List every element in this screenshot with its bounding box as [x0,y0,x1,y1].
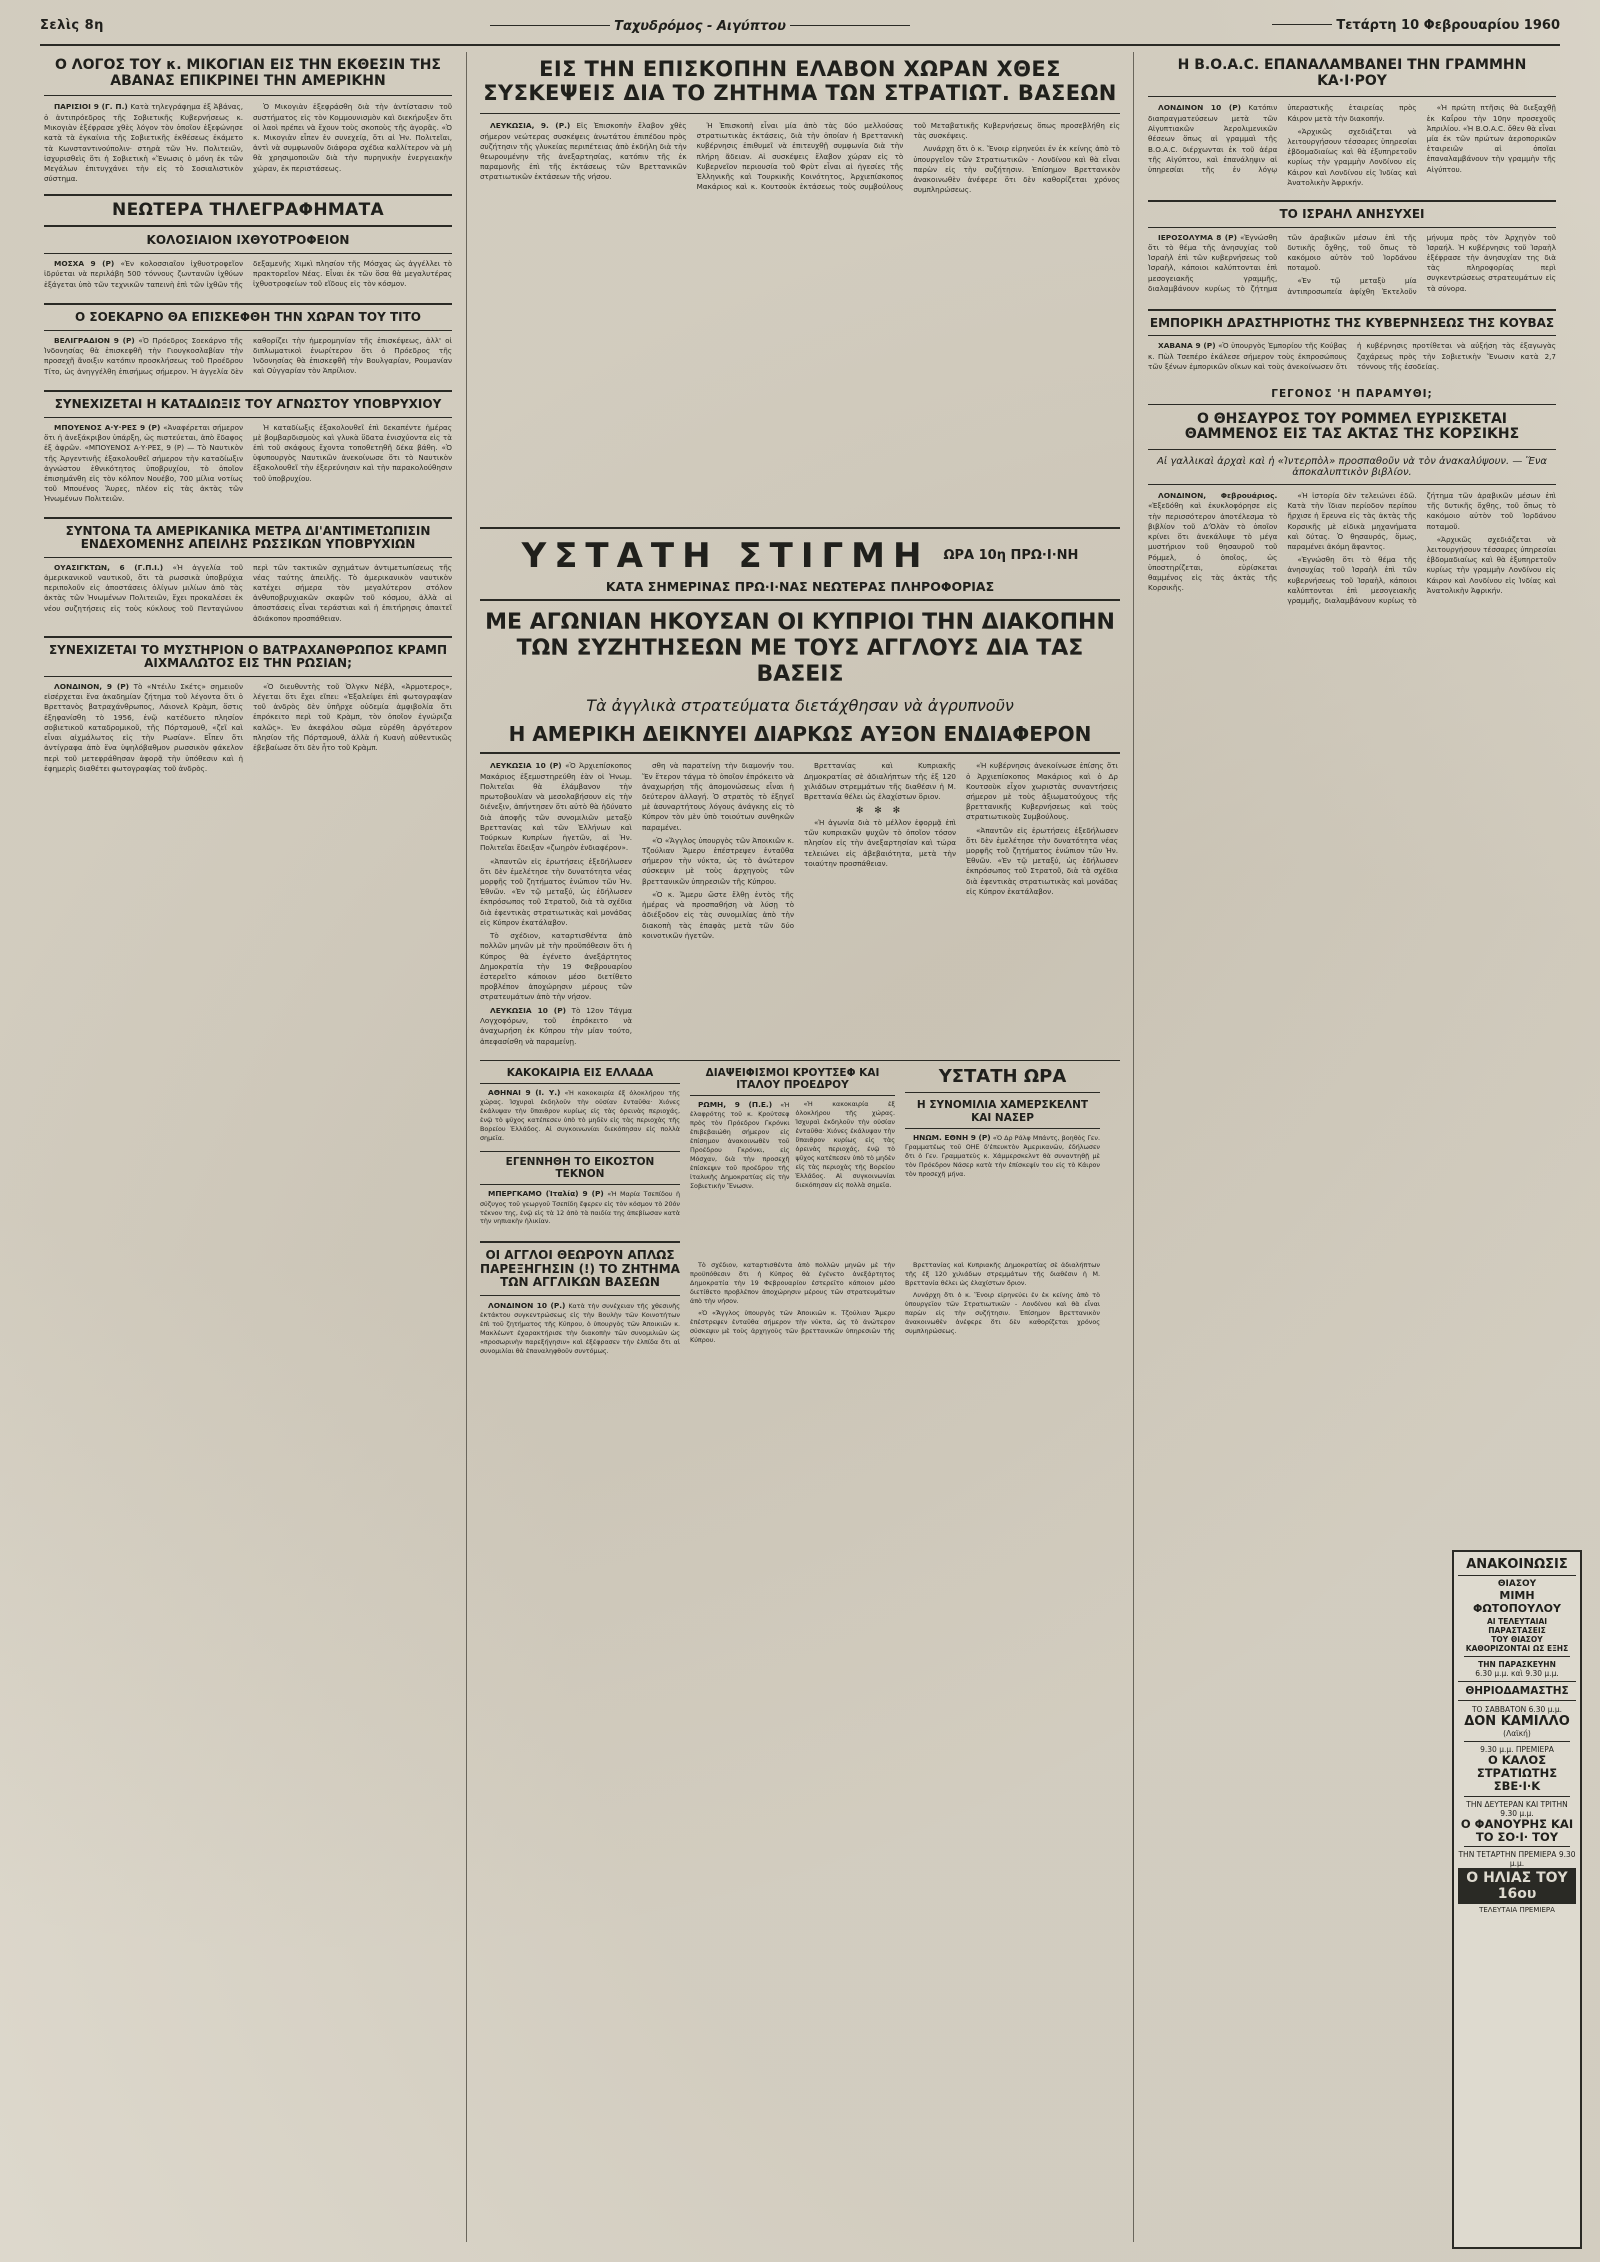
newspaper-title-text: Ταχυδρόμος - Αιγύπτου [614,19,786,34]
block-subtitle: Η ΣΥΝΟΜΙΛΙΑ ΧΑΜΕΡΣΚΕΛΝΤ ΚΑΙ ΝΑΣΕΡ [905,1099,1100,1128]
left-headline-5: ΣΥΝΤΟΝΑ ΤΑ ΑΜΕΡΙΚΑΝΙΚΑ ΜΕΤΡΑ ΔΙ'ΑΝΤΙΜΕΤΩΠΙΣΙΝ ΕΝΔΕΧΟΜΕΝΗΣ ΑΠΕΙΛΗΣ ΡΩΣΣΙΚΩΝ ΥΠΟΒΡΥΧΙΩΝ [44,517,452,558]
block-title: ΚΑΚΟΚΑΙΡΙΑ ΕΙΣ ΕΛΛΑΔΑ [480,1067,680,1084]
rommel-kicker: ΓΕΓΟΝΟΣ 'Η ΠΑΡΑΜΥΘΙ; [1271,387,1433,400]
ad-line-1: ΘΙΑΣΟΥ [1497,1579,1537,1589]
dateline: ΠΑΡΙΣΙΟΙ 9 (Γ. Π.) [54,102,128,112]
right-story-2 [1148,233,1556,297]
right-headline-3: ΕΜΠΟΡΙΚΗ ΔΡΑΣΤΗΡΙΟΤΗΣ ΤΗΣ ΚΥΒΕΡΝΗΣΕΩΣ ΤΗΣ ΚΟΥΒΑΣ [1148,309,1556,336]
ustati-stigmi-banner [480,527,1120,601]
story-text: «Ὁ ὑπουργὸς Ἐμπορίου τῆς Κούβας κ. Πὼλ Τσεπέρο ἐκάλεσε σήμερον τοὺς ἐκπροσώπους τῶν ξένων ἐμπορικῶν οἴκων καὶ τοὺς ἀνεκοίνωσεν ὅτι ἡ κυβέρνησις προτίθεται νὰ αὐξήση τὰς ἐξαγωγὰς ζαχάρεως πρὸς τὴν Σοβιετικὴν Ἕνωσιν κατὰ 2,7 τόννους τῆς ἐσοδείας. [1148,341,1556,372]
story-text: «Ἡ κακοκαιρία ἐξ ὁλοκλήρου τῆς χώρας. Ἰσχυραὶ ἐκδηλοῦν τὴν οὐσίαν ἑνταῦθα· Χιόνες ἐκάλυψαν τὴν ὕπαιθρον κυρίως εἰς τὰς ὀρεινὰς περιοχάς, ἐνῷ τὸ ψῦχος κατέπεσεν ὑπὸ τὸ μηδὲν εἰς τὰς περιοχὰς τῆς Βορείου Ἑλλάδος. Αἱ συγκοινωνίαι διεκόπησαν εἰς πολλὰ σημεῖα. [795,1099,895,1189]
dateline: ΛΕΥΚΩΣΙΑ 10 (Ρ) [490,761,562,771]
ad-show-2-note: (Λαϊκή) [1503,1729,1531,1738]
story-text: «Ἀρχικῶς σχεδιάζεται νὰ λειτουργήσουν τέσσαρες ὑπηρεσίαι ἑβδομαδιαίως καὶ θὰ ἐξυπηρετοῦν κυρίως τὴν γραμμὴν Λονδίνου εἰς Κάιρον καὶ Λονδίνου εἰς Ἰνδίας καὶ Ἀνατολικὴν Ἀφρικήν. [1426,534,1556,595]
story-text: Λυνάρχη ὅτι ὁ κ. Ἕνοιρ εἰρηνεύει ἐν ἐκ κείνης ἀπὸ τὸ ὑπουργεῖον τῶν Στρατιωτικῶν - Λονδίνου καὶ θὰ εἶναι παρὼν εἰς τὴν συζήτησιν. Ἐπίσημον Βρεττανικὸν ἀνακοινωθὲν ἀνέφερε ὅτι δὲν καθορίζεται χρόνος συμπληρώσεως. [913,144,1120,195]
story-text: «Ὁ Ἀρχιεπίσκοπος Μακάριος ἐξεμυστηρεύθη ἐὰν οἱ Ἡνωμ. Πολιτεῖαι θὰ ἐλάμβανον τὴν πρωτοβουλίαν νὰ μεσολαβήσουν εἰς τὴν διένεξιν, ἀπήντησεν ὅτι αὐτὸ θὰ ἠδύνατο διὰ ἀποφῆς τῶν συνομιλιῶν μεταξὺ Βρεττανίας καὶ τῶν Ἑλλήνων καὶ Τούρκων Κυπρίων ἡγετῶν, αἱ Ἡν. Πολιτεῖαι ἔδειξαν «ζωηρὸν ἐνδιαφέρον». [480,761,632,853]
story-text: Βρεττανίας καὶ Κυπριακῆς Δημοκρατίας σὲ ἀδιαλήπτων τῆς ἐξ 120 χιλιάδων στρεμμάτων τῆς διαθέσιν ἡ Μ. Βρεττανία θέλει ὡς ἐλαχίστων ὅριον. [905,1261,1100,1288]
story-text: Τὸ σχέδιον, καταρτισθέντα ἀπὸ πολλῶν μηνῶν μὲ τὴν προϋπόθεσιν ὅτι ἡ Κύπρος θὰ ἐγένετο ἀνεξάρτητος Δημοκρατία τὴν 19 Φεβρουαρίου ἐστερεῖτο κάποιον μέσο διετίθετο προβλέπον ἀποχώρησιν μέρους τῶν στρατευμάτων ἀπὸ τὴν νήσον. [690,1261,895,1306]
left-headline-3: Ο ΣΟΕΚΑΡΝΟ ΘΑ ΕΠΙΣΚΕΦΘΗ ΤΗΝ ΧΩΡΑΝ ΤΟΥ ΤΙΤΟ [44,303,452,330]
dateline: ΜΠΟΥΕΝΟΣ Α·Υ·ΡΕΣ 9 (Ρ) [54,422,161,432]
dateline: ΛΕΥΚΩΣΙΑ, 9. (Ρ.) [490,121,571,131]
story-text: «Ἡ κακοκαιρία ἐξ ὁλοκλήρου τῆς χώρας. Ἰσχυραὶ ἐκδηλοῦν τὴν οὐσίαν ἑνταῦθα· Χιόνες ἐκάλυψαν τὴν ὕπαιθρον κυρίως εἰς τὰς ὀρεινὰς περιοχάς, ἐνῷ τὸ ψῦχος κατέπεσεν ὑπὸ τὸ μηδὲν εἰς τὰς περιοχὰς τῆς Βορείου Ἑλλάδος. Αἱ συγκοινωνίαι διεκόπησαν εἰς πολλὰ σημεῖα. [480,1088,680,1143]
ustati-stigmi-hour: ΩΡΑ 10η ΠΡΩ·Ι·ΝΗ [943,548,1079,564]
issue-date-text: Τετάρτη 10 Φεβρουαρίου 1960 [1336,18,1560,33]
ustati-stigmi-subtitle: ΚΑΤΑ ΣΗΜΕΡΙΝΑΣ ΠΡΩ·Ι·ΝΑΣ ΝΕΩΤΕΡΑΣ ΠΛΗΡΟΦΟΡΙΑΣ [480,579,1120,601]
column-divider [1133,52,1134,2242]
block-title: ΟΙ ΑΓΓΛΟΙ ΘΕΩΡΟΥΝ ΑΠΛΩΣ ΠΑΡΕΞΗΓΗΣΙΝ (!) ΤΟ ΖΗΤΗΜΑ ΤΩΝ ΑΓΓΛΙΚΩΝ ΒΑΣΕΩΝ [480,1241,680,1295]
right-headline-5: Ο ΘΗΣΑΥΡΟΣ ΤΟΥ ΡΟΜΜΕΛ ΕΥΡΙΣΚΕΤΑΙ ΘΑΜΜΕΝΟΣ ΕΙΣ ΤΑΣ ΑΚΤΑΣ ΤΗΣ ΚΟΡΣΙΚΗΣ [1148,404,1556,450]
story-separator-stars: ✻ ✻ ✻ [855,806,905,817]
right-headline-2: ΤΟ ΙΣΡΑΗΛ ΑΝΗΣΥΧΕΙ [1148,200,1556,227]
dateline: ΧΑΒΑΝΑ 9 (Ρ) [1158,341,1216,351]
dateline: ΟΥΑΣΙΓΚΤΩΝ, 6 (Γ.Π.Ι.) [54,562,164,572]
left-headline-2: ΚΟΛΟΣΙΑΙΟΝ ΙΧΘΥΟΤΡΟΦΕΙΟΝ [44,234,452,253]
ad-show-3-title: Ο ΚΑΛΟΣ ΣΤΡΑΤΙΩΤΗΣ ΣΒΕ·Ι·Κ [1476,1753,1558,1793]
right-section-israel [1148,200,1556,297]
left-story-3 [44,336,452,379]
ad-show-3-time: 9.30 μ.μ. ΠΡΕΜΙΕΡΑ [1480,1745,1554,1754]
story-text: Εἰς Ἐπισκοπὴν ἔλαβον χθὲς σήμερον νεώτερας συσκέψεις ἀνωτάτου ἐπιπέδου πρὸς συζήτησιν τῆς γλυκείας περιπέτειας ἀπὸ ἐκδήλη διὰ τὴν θεωρουμένην τῆς ἀνεξαρτησίας, κατόπιν τῆς ἐκ παραμονῆς ἐπὶ τῆς ἐκτάσεως τῶν Βρεττανικῶν στρατιωτικῶν ἐκτάσεων τῆς νήσου. [480,121,687,182]
right-column [1148,54,1556,606]
ad-show-2-title: ΔΟΝ ΚΑΜΙΛΛΟ [1464,1714,1570,1729]
ustati-stigmi-title: ΥΣΤΑΤΗ ΣΤΙΓΜΗ [521,536,930,577]
block-title: ΥΣΤΑΤΗ ΩΡΑ [905,1067,1100,1094]
dateline: ΡΩΜΗ, 9 (Π.Ε.) [698,1099,773,1109]
block-kakokairia [480,1067,680,1230]
dateline: ΙΕΡΟΣΟΛΥΜΑ 8 (Ρ) [1158,232,1237,242]
left-headline-4: ΣΥΝΕΧΙΖΕΤΑΙ Η ΚΑΤΑΔΙΩΞΙΣ ΤΟΥ ΑΓΝΩΣΤΟΥ ΥΠΟΒΡΥΧΙΟΥ [44,390,452,417]
theatre-advertisement [1452,1550,1582,2249]
left-section-usmeasures [44,517,452,624]
dateline: ΛΟΝΔΙΝΟΝ 10 (Ρ.) [488,1300,566,1310]
right-story-5 [1148,491,1556,606]
story-text: «Ἀπαντῶν εἰς ἐρωτήσεις ἐξεδήλωσεν ὅτι δὲν ἐμελέτησε τὴν δυνατότητα νέας μορφῆς τοῦ ζητήματος ἐνώπιον τῶν Ἡν. Ἐθνῶν. «Ἐν τῷ μεταξύ, ὡς ἐδήλωσεν ἐκπρόσωπος τοῦ Στρατοῦ, διὰ τὰ σχέδια διὰ ἐφεντικὰς στρατιωτικὰς καὶ μονάδας εἰς Κύπρον ἐκατάλαβον. [480,856,632,927]
ad-title: ΑΝΑΚΟΙΝΩΣΙΣ [1458,1557,1576,1576]
story-text: «Ἡ Μαρία Τσεπίδου ἡ σύζυγος τοῦ γεωργοῦ Τσεπίδη ἔφερεν εἰς τὸν κόσμον τὸ 20όν τέκνον της, ἐνῷ εἰς τὰ 12 ἀπὸ τὰ παιδία της ἀπεβίωσαν κατὰ τὴν νηπιακὴν ἡλικίαν. [480,1190,680,1226]
story-text: Κατὰ τὴν συνέχειαν τῆς χθεσινῆς ἐκτάκτου συγκεντρώσεως εἰς τὴν Βουλὴν τῶν Κοινοτήτων ἐπὶ τοῦ ζητήματος τῆς Κύπρου, ὁ ὑπουργὸς τῶν Ἀποικιῶν κ. Μακλέωντ ἐχαρακτήρισε τὴν διακοπὴν τῶν συνομιλιῶν ὡς «προσωρινὴν παρεξήγησιν» καὶ ἐξέφρασεν τὴν ἐλπίδα ὅτι αἱ συνομιλίαι θὰ ἐπαναληφθοῦν συντόμως. [480,1301,680,1355]
right-story-3 [1148,341,1556,373]
story-text: «Ἐγνώσθη ὅτι τὸ θέμα τῆς ἀνησυχίας τοῦ Ἰσραὴλ ἐπὶ τῶν κυβερνήσεως τοῦ Ἰσραὴλ, κάποιοι καλύπτονται ἐπὶ μεσογειακῆς γραμμῆς, διαλαμβάνουν κυρίως τὸ ζήτημα τῶν ἀραβικῶν μέσων ἐπὶ τῆς δυτικῆς ὄχθης, τοῦ ὅπως τὸ κακόμοιο αὐτὸν τοῦ Ἰορδάνου ποταμοῦ. [1287,490,1556,606]
story-text: «Ἡ ἱστορία δὲν τελειώνει ἐδῶ. Κατὰ τὴν ἴδιαν περίοδον περίπου ἤρχισε ἡ ἔρευνα εἰς τὰς ἀκτὰς τῆς Κορσικῆς μὲ εἰδικὰ μηχανήματα καὶ δύτας. Ὁ θησαυρός, ὅμως, παραμένει ἀκόμη ἄφαντος. [1287,490,1417,552]
story-text: Βρεττανίας καὶ Κυπριακῆς Δημοκρατίας σὲ ἀδιαλήπτων τῆς ἐξ 120 χιλιάδων στρεμμάτων τῆς διαθέσιν ἡ Μ. Βρεττανία θέλει ὡς ἐλαχίστων ὅριον. [804,761,956,801]
story-text: «Ὁ Δρ Ράλφ Μπάντς, βοηθὸς Γεν. Γραμματέως τοῦ ΟΗΕ δ'ἐπευκτὸν Ἀμερικανῶν, ἐδήλωσεν ὅτι ὁ Γεν. Γραμματεὺς κ. Χάμμερσκελντ θὰ συναντηθῇ μὲ τὸν Πρόεδρον Νάσερ κατὰ τὴν ἐπίσκεψίν του εἰς τὸ Κάιρον τὸν προσεχῆ μήνα. [905,1133,1100,1178]
story-text: Λυνάρχη ὅτι ὁ κ. Ἕνοιρ εἰρηνεύει ἐν ἐκ κείνης ἀπὸ τὸ ὑπουργεῖον τῶν Στρατιωτικῶν - Λονδίνου καὶ θὰ εἶναι παρὼν εἰς τὴν συζήτησιν. Ἐπίσημον Βρεττανικὸν ἀνακοινωθὲν ἀνέφερε ὅτι δὲν καθορίζεται χρόνος συμπληρώσεως. [905,1291,1100,1336]
right-story-1 [1148,103,1556,188]
story-text: «Ὁ κ. Ἄμερυ ὥστε ἔλθῃ ἐντὸς τῆς ἡμέρας νὰ προσπαθήση νὰ λύσῃ τὸ ἀδιέξοδον εἰς τὰς συνομιλίας ἀπὸ τὴν διακοπὴ τὰς ἐπαφὰς μετὰ τῶν δύο κοινοτικῶν ἡγετῶν. [642,889,794,940]
story-text: «Ἐγνώσθη ὅτι τὸ θέμα τῆς ἀνησυχίας τοῦ Ἰσραὴλ ἐπὶ τῶν κυβερνήσεως τοῦ Ἰσραὴλ, κάποιοι καλύπτονται ἐπὶ μεσογειακῆς γραμμῆς, διαλαμβάνουν κυρίως τὸ ζήτημα τῶν ἀραβικῶν μέσων ἐπὶ τῆς δυτικῆς ὄχθης, τοῦ ὅπως τὸ κακόμοιο αὐτὸν τοῦ Ἰορδάνου ποταμοῦ. [1148,232,1417,293]
dateline: ΛΟΝΔΙΝΟΝ 10 (Ρ) [1158,103,1242,113]
left-story-5 [44,563,452,624]
story-text: Τὸ σχέδιον, καταρτισθέντα ἀπὸ πολλῶν μηνῶν μὲ τὴν προϋπόθεσιν ὅτι ἡ Κύπρος θὰ ἐγένετο ἀνεξάρτητος Δημοκρατία τὴν 19 Φεβρουαρίου ἐστερεῖτο κάποιον μέσο διετίθετο προβλέπον ἀποχώρησιν μέρους τῶν στρατευμάτων ἀπὸ τὴν νήσον. [480,931,632,1002]
ad-show-4-title: Ο ΦΑΝΟΥΡΗΣ ΚΑΙ ΤΟ ΣΟ·Ι· ΤΟΥ [1460,1816,1574,1844]
left-story-4 [44,423,452,505]
dateline: ΒΕΛΙΓΡΑΔΙΟΝ 9 (Ρ) [54,335,135,345]
left-column [44,54,452,774]
ad-show-4-time: ΤΗΝ ΔΕΥΤΕΡΑΝ ΚΑΙ ΤΡΙΤΗΝ 9.30 μ.μ. [1466,1799,1568,1818]
center-story-3 [480,761,1120,1050]
story-text: Κατὰ τηλεγράφημα ἐξ Ἀβάνας, ὁ ἀντιπρόεδρος τῆς Σοβιετικῆς Κυβερνήσεως κ. Μικογιὰν ἐξέφρασε χθὲς λόγον τὸν ὁποῖον ἐξεφώνησε κατὰ τὰ ἐγκαίνια τῆς Σοβιετικῆς ἐκθέσεως ἐκάμετο τὰ Κωνσταντινούπολιν· στηρὰ τῶν Ἡν. Πολιτειῶν, ἰσχυρισθεὶς ὅτι ἡ Σοβιετικὴ «Ἕνωσις ὁ μόνη ἐκ τῶν Μεγάλων ἐπιτυγχάνει τὴν εἰς τὸ Σοσιαλιστικὸν σύστημα. [44,102,243,184]
ad-show-1-title: ΘΗΡΙΟΔΑΜΑΣΤΗΣ [1458,1681,1576,1701]
page-number: Σελὶς 8η [40,18,104,33]
block-agloi [480,1241,1120,1359]
story-text: «Ἀναφέρεται σήμερον ὅτι ἡ ἀνεξάκριβον ὑπάρξη, ὡς πιστεύεται, ἀπὸ ἔδαφος ἐξ ἀφρῶν. «ΜΠΟΥΕΝΟΣ Α·Υ·ΡΕΣ, 9 (Ρ) — Τὸ Ναυτικὸν τῆς Ἀργεντινῆς ἐξακολουθεῖ σήμερον τὴν καταδίωξιν ἀγνώστου ἐθνικότητος ὑποβρυχίου, τὸ ὁποῖον ἐπισημάνθη εἰς τὸν κόλπον Νουέβο, 700 μίλια νοτίως τοῦ Μπουένος Ἄυρες, πλέον εἰς τὰς ἀκτὰς τῶν Ἡνωμένων Πολιτειῶν. [44,422,243,504]
story-text: «Ἐξεδόθη καὶ ἐκυκλοφόρησε εἰς τὴν περισσότερον ἀποτέλεσμα τὸ βιβλίον τοῦ Δ'Ὀλὰν τὸ ὁποῖον κρίνει ὅτι ἀνεκάλυψε τὸ μέγα μυστήριον τοῦ θησαυροῦ τοῦ Ρόμμελ, ὁ ὁποῖος, ὡς ὑποστηρίζεται, εὑρίσκεται θαμμένος εἰς τὰς ἀκτὰς τῆς Κορσικῆς. [1148,501,1278,593]
story-text: Ὁ Μικογιὰν ἐξεφράσθη διὰ τὴν ἀντίστασιν τοῦ συστήματος εἰς τὸν Κομμουνισμὸν καὶ διεκήρυξεν ὅτι οἱ λαοὶ πρέπει νὰ ἔχουν τοὺς σκοποὺς τῆς ἀγορᾶς. «Ὁ κ. Μικογιὰν εἶπεν ἐν συνεχείᾳ, ὅτι αἱ Ἡν. Πολιτεῖαι, ἀντὶ νὰ συμφωνοῦν διάφορα σχέδια καλλίτερον νὰ μὴ θὰ χρησιμοποιῶν διὰ τὴν πυρηνικὴν ἐνεργειακὴν χώραν, ἐκ περιστάσεως. [253,102,452,173]
story-text: «Ὁ «Ἄγγλος ὑπουργὸς τῶν Ἀποικιῶν κ. Τζούλιαν Ἄμερυ ἐπέστρεψεν ἐνταῦθα σήμερον τὴν νύκτα, ὡς τὸ ἀνώτερον σύσκεψιν μὲ τοὺς ἀρχηγοὺς τῶν βρεττανικῶν ὑπηρεσιῶν τῆς Κύπρου. [690,1309,895,1345]
column-divider [466,52,467,2242]
center-sub-headline: Τὰ ἀγγλικὰ στρατεύματα διετάχθησαν νὰ ἀγρυπνοῦν [586,695,1014,715]
center-main-headline: ΜΕ ΑΓΩΝΙΑΝ ΗΚΟΥΣΑΝ ΟΙ ΚΥΠΡΙΟΙ ΤΗΝ ΔΙΑΚΟΠΗΝ ΤΩΝ ΣΥΖΗΤΗΣΕΩΝ ΜΕ ΤΟΥΣ ΑΓΓΛΟΥΣ ΔΙΑ ΤΑΣ ΒΑΣΕΙΣ [485,610,1115,687]
dateline: ΜΟΣΧΑ 9 (Ρ) [54,258,115,268]
dateline: ΛΟΝΔΙΝΟΝ, Φεβρουάριος. [1158,490,1278,500]
ad-show-1-day: ΤΗΝ ΠΑΡΑΣΚΕΥΗΝ [1478,1660,1556,1669]
story-text: «Ἀπαντῶν εἰς ἐρωτήσεις ἐξεδήλωσεν ὅτι δὲν ἐμελέτησε τὴν δυνατότητα νέας μορφῆς τοῦ ζητήματος ἐνώπιον τῶν Ἡν. Ἐθνῶν. «Ἐν τῷ μεταξύ, ὡς ἐδήλωσεν ἐκπρόσωπος τοῦ Στρατοῦ, διὰ τὰ σχέδια διὰ ἐφεντικὰς στρατιωτικὰς καὶ μονάδας εἰς Κύπρον ἐκατάλαβον. [966,825,1118,896]
dateline: ΛΟΝΔΙΝΟΝ, 9 (Ρ) [54,681,130,691]
story-text: «Ἡ πρώτη πτῆσις θὰ διεξαχθῇ ἐκ Καΐρου τὴν 10ην προσεχοῦς Ἀπριλίου. «Ἡ Β.Ο.Α.C. ὅθεν θὰ εἶναι μία ἐκ τῶν πρώτων ἀεροπορικῶν ἑταιρειῶν αἱ ὁποῖαι ἐπαναλαμβάνουν τὴν γραμμὴν τῆς Αἰγύπτου. [1426,103,1556,174]
ad-line-4: ΤΟΥ ΘΙΑΣΟΥ [1491,1635,1543,1644]
story-text: «Ἐν τῷ μεταξὺ μία ἀντιπροσωπεία ἀφίχθη Ἐκτελοῦν μήνυμα πρὸς τὸν Ἀρχηγὸν τοῦ Ἰσραήλ. Ἡ κυβέρνησις τοῦ Ἰσραὴλ ἐξέφρασε τὴν ἀνησυχίαν της διὰ τὰς πληροφορίας περὶ συγκεντρώσεως στρατευμάτων εἰς τὰ σύνορα. [1287,232,1556,296]
ad-show-5-note: ΤΕΛΕΥΤΑΙΑ ΠΡΕΜΙΕΡΑ [1479,1906,1555,1915]
story-text: «Ὁ διευθυντὴς τοῦ Ὀλγκν Νέβλ, «Ἀρμοτερος», λέγεται ὅτι ἔχει εἴπει: «Ἐξαλείψει ἐπὶ φωτογραφίαν τοῦ ἀνδρὸς δὲν ὑπῆρχε οὐδεμία ἀμφιβολία ὅτι ἐπρόκειτο περὶ τοῦ Κρὰμπ, τὸν ὁποῖον ἐγνώριζα καλῶς». Ἐν ἀκεφάλου σῶμα εὑρέθη ἀργότερον πλησίον τῆς Πόρτσμουθ, ἀλλὰ ἡ Κυανὴ αὐθεντικῶς ἐβεβαίωσε ὅτι δὲν ἦτο τοῦ Κρὰμπ. [253,681,452,752]
center-column [480,54,1120,1359]
ad-line-2: ΜΙΜΗ ΦΩΤΟΠΟΥΛΟΥ [1473,1589,1561,1615]
story-text: Κατόπιν διαπραγματεύσεων μετὰ τῶν Αἰγυπτιακῶν Ἀερολιμενικῶν θέσεων ὅπως αἱ γραμμαὶ τῆς Β.Ο.Α.C. διέρχωνται ἐκ τοῦ ἀέρα τῆς Αἰγύπτου, καὶ ἐπανάληψιν αἱ ὑπηρεσίαι τῆς ἐν λόγῳ ὑπεραστικῆς ἑταιρείας πρὸς Κάιρον μετὰ τὴν διακοπήν. [1148,103,1417,174]
left-story-6 [44,682,452,774]
block-diapsefsmoi [690,1067,895,1230]
left-section-soekarno [44,303,452,378]
left-section-submarine [44,390,452,504]
block-ystati-ora [905,1067,1100,1230]
right-headline-5-sub: Αἱ γαλλικαὶ ἀρχαὶ καὶ ἡ «Ἰντερπὸλ» προσπαθοῦν νὰ τὸν ἀνακαλύψουν. — Ἕνα ἀποκαλυπτικὸν βιβλίον. [1148,456,1556,485]
newspaper-title [470,19,930,34]
left-section-telegrams [44,194,452,291]
ad-line-3: ΑΙ ΤΕΛΕΥΤΑΙΑΙ ΠΑΡΑΣΤΑΣΕΙΣ [1486,1617,1548,1635]
story-text: «Ἐν κολοσσιαῖον ἰχθυοτροφεῖον ἱδρύεται νὰ περιλάβη 500 τόννους ζωντανῶν ἰχθύων ἑξάγεται ὑπὸ τῶν τεχνικῶν ταπεινὴ ἐπὶ τῶν ἰχθῶν τῆς δεξαμενῆς Χιμκὶ πλησίον τῆς Μόσχας ὡς ἀγγέλλει τὸ πρακτορεῖον Νέας. Εἶναι ἐκ τῶν ὅσα θὰ μεγαλυτέρας ἰχθυοτροφείων τοῦ εἴδους εἰς τὸν κόσμον. [44,258,452,289]
issue-date [1272,18,1560,33]
ad-show-2-time: ΤΟ ΣΑΒΒΑΤΟΝ 6.30 μ.μ. [1471,1705,1563,1714]
story-text: «Ὁ «Ἄγγλος ὑπουργὸς τῶν Ἀποικιῶν κ. Τζούλιαν Ἄμερυ ἐπέστρεψεν ἐνταῦθα σήμερον τὴν νύκτα, ὡς τὸ ἀνώτερον σύσκεψιν μὲ τοὺς ἀρχηγοὺς τῶν βρεττανικῶν ὑπηρεσιῶν τῆς Κύπρου. [642,835,794,886]
center-lower-blocks [480,1060,1120,1230]
left-section-crabb [44,636,452,774]
block-title: ΔΙΑΨΕΙΦΙΣΜΟΙ ΚΡΟΥΤΣΕΦ ΚΑΙ ΙΤΑΛΟΥ ΠΡΟΕΔΡΟΥ [690,1067,895,1096]
dateline: ΛΕΥΚΩΣΙΑ 10 (Ρ) [490,1005,566,1015]
ad-show-5-title: Ο ΗΛΙΑΣ ΤΟΥ 16ου [1458,1868,1576,1904]
dateline: ΑΘΗΝΑΙ 9 (Ι. Υ.) [488,1087,561,1097]
left-story-2 [44,259,452,291]
story-text: «Ἡ ἐλαφρότης τοῦ κ. Κρούτσεφ πρὸς τὸν Πρόεδρον Γκρόνκι ἐπιβεβαιώθη σήμερον εἰς ἐπίσημον ἀνακοινωθὲν τοῦ Προέδρου Γκρόνκι, εἰς Μόσχαν, διὰ τὴν προσεχῆ ἐπίσκεψιν τοῦ προέδρου τῆς ἰταλικῆς Δημοκρατίας εἰς τὴν Σοβιετικὴν Ἕνωσιν. [690,1100,790,1191]
right-section-rommel [1148,388,1556,607]
center-headline-1: ΕΙΣ ΤΗΝ ΕΠΙΣΚΟΠΗΝ ΕΛΑΒΟΝ ΧΩΡΑΝ ΧΘΕΣ ΣΥΣΚΕΨΕΙΣ ΔΙΑ ΤΟ ΖΗΤΗΜΑ ΤΩΝ ΣΤΡΑΤΙΩΤ. ΒΑΣΕΩΝ [480,54,1120,114]
story-text: Τὸ 12ον Τάγμα Λογχοφόρων, τοῦ ἐπρόκειτο νὰ ἀναχωρήση ἐκ Κύπρου τὴν μίαν τούτο, ἀπεφασίσθη νὰ παραμείνῃ. [480,1005,632,1046]
left-headline-6: ΣΥΝΕΧΙΖΕΤΑΙ ΤΟ ΜΥΣΤΗΡΙΟΝ Ο ΒΑΤΡΑΧΑΝΘΡΩΠΟΣ ΚΡΑΜΠ ΑΙΧΜΑΛΩΤΟΣ ΕΙΣ ΤΗΝ ΡΩΣΙΑΝ; [44,636,452,677]
story-text: «Ὁ Πρόεδρος Σοεκάρνο τῆς Ἰνδονησίας θὰ ἐπισκεφθῆ τὴν Γιουγκοσλαβίαν τὴν προσεχῆ ἄνοιξιν κατόπιν προσκλήσεως τοῦ Προέδρου Τίτο, ὡς ἀνηγγέλθη ἐπισήμως σήμερον. Ἡ ἀγγελία δὲν καθορίζει τὴν ἡμερομηνίαν τῆς ἐπισκέψεως, ἀλλ' οἱ διπλωματικοὶ ἐνωρίτερον ὅτι ὁ Πρόεδρος τῆς Ἰνδονησίας θὰ ἐπισκεφθῆ τὴν Βουλγαρίαν, Ρουμανίαν καὶ Οὑγγαρίαν τὸν Ἀπρίλιον. [44,335,452,376]
story-text: «Ἡ ἀγγελία τοῦ ἀμερικανικοῦ ναυτικοῦ, ὅτι τὰ ρωσσικὰ ὑποβρύχια περιπολοῦν εἰς ἀποστάσεις ὀλίγων μιλίων ἀπὸ τὰς ἀκτὰς τῶν Ἡνωμένων Πολιτειῶν, ἔχει προκαλέσει ἐκ νέου συζητήσεις εἰς τοὺς κύκλους τοῦ Πενταγώνου περὶ τῶν τακτικῶν σχημάτων ἀντιμετωπίσεως τῆς νέας ταύτης ἀπειλῆς. Τὸ ἀμερικανικὸν ναυτικὸν κατέχει σήμερα τὸν μεγαλύτερον στόλον ἀνθυποβρυχιακῶν σκαφῶν τοῦ κόσμου, ἀλλὰ αἱ ἀποστάσεις εἶναι τεράστιαι καὶ ἡ ἐπιτήρησις ἀπαιτεῖ ἀδιάκοπον προσπάθειαν. [44,562,452,623]
block-title: ΕΓΕΝΝΗΘΗ ΤΟ ΕΙΚΟΣΤΟΝ ΤΕΚΝΟΝ [480,1151,680,1185]
ad-show-1-time: 6.30 μ.μ. καὶ 9.30 μ.μ. [1475,1669,1559,1678]
story-text: σθη νὰ παρατείνῃ τὴν διαμονήν του. Ἕν ἕτερον τάγμα τὸ ὁποῖον ἐπρόκειτο νὰ ἀναχωρήση τῆς ἀπομονώσεως εἶναι ἡ δεύτερον ἀλλαγή. Ὁ στρατὸς τὸ ἐξηγεῖ μὲ ἀσυναρτήτους λόγους ἀνάγκης εἰς τὸ Κύπρον τὸν μὲν ὑπὸ τοιούτων συνθηκῶν παραμένει. [642,761,794,832]
story-text: «Ἡ ἀγωνία διὰ τὸ μέλλον ἐφορμᾷ ἐπὶ τῶν κυπριακῶν ψυχῶν τὸ ὁποῖον τόσον πλησίον εἰς τὴν ἀνεξαρτησίαν καὶ τώρα τελειώνει εἰς ἀβεβαιότητα, μετὰ τὴν τοιαύτην προσπάθειαν. [804,817,956,868]
story-text: Τὸ «Ντέιλυ Σκέτς» σημειοῦν εἰσέρχεται ἕνα ἀκαδημίαν ζήτημα τοῦ λέγοντα ὅτι ὁ Βρεττανὸς βατραχάνθρωπος, Λάιονελ Κρὰμπ, ὅστις ἐξηφανίσθη τὸ 1956, ἐνῷ κατέδυετο πλησίον σοβιετικοῦ καταδρομικοῦ, τῆς Πόρτσμουθ, «ζεῖ καὶ εἶναι αἰχμάλωτος εἰς τὴν Ρωσίαν». Εἶπεν ὅτι ἀντίγραφα ἀπὸ ἕνα ὑψηλόβαθμον ρωσσικὸν φάκελον περὶ τοῦ μετεφράθησαν ἀφορᾷ τὴν ὑπόθεσιν καὶ ἡ ἐφημερὶς διαθέτει φωτογραφίας τοῦ ἀνδρὸς. [44,681,243,773]
section-title-telegrams: ΝΕΩΤΕΡΑ ΤΗΛΕΓΡΑΦΗΜΑΤΑ [44,194,452,227]
ad-line-5: ΚΑΘΟΡΙΖΟΝΤΑΙ ΩΣ ΕΞΗΣ [1465,1644,1569,1653]
masthead [40,18,1560,46]
story-text: «Ἀρχικῶς σχεδιάζεται νὰ λειτουργήσουν τέσσαρες ὑπηρεσίαι ἑβδομαδιαίως καὶ θὰ ἐξυπηρετοῦν κυρίως τὴν γραμμὴν Λονδίνου εἰς Κάιρον καὶ Λονδίνου εἰς Ἰνδίας καὶ Ἀνατολικὴν Ἀφρικήν. [1287,126,1417,187]
center-story-1 [480,121,1120,521]
left-story-1 [44,102,452,184]
story-text: Ἡ Ἐπισκοπὴ εἶναι μία ἀπὸ τὰς δύο μελλούσας στρατιωτικὰς ἐκτάσεις, διὰ τὴν ὁποίαν ἡ Βρεττανικὴ κυβέρνησις ἐπιθυμεῖ νὰ ἐπιτευχθῇ συμφωνία διὰ τὴν πλήρη ἄδειαν. Αἱ συσκέψεις ἔλαβον χώραν εἰς τὸ Κυβερνεῖον περιουσία τοῦ Φρὺτ εἶναι αἱ ἡγεσίες τῆς Ἑλληνικῆς καὶ Τουρκικῆς Κοινότητος, Ἀρχιεπίσκοπος Μακάριος καὶ κ. Κουτσοὺκ ἐκτάσεως τοὺς συμβούλους τοῦ Μεταβατικῆς Κυβερνήσεως ὅπως προσεβλήθη εἰς τὰς συσκέψεις. [696,121,1120,192]
ad-show-5-time: ΤΗΝ ΤΕΤΑΡΤΗΝ ΠΡΕΜΙΕΡΑ 9.30 μ.μ. [1458,1850,1576,1869]
dateline: ΜΠΕΡΓΚΑΜΟ (Ἰταλία) 9 (Ρ) [488,1189,604,1199]
left-headline-1: Ο ΛΟΓΟΣ ΤΟΥ κ. ΜΙΚΟΓΙΑΝ ΕΙΣ ΤΗΝ ΕΚΘΕΣΙΝ ΤΗΣ ΑΒΑΝΑΣ ΕΠΙΚΡΙΝΕΙ ΤΗΝ ΑΜΕΡΙΚΗΝ [44,54,452,96]
center-headline-3: Η ΑΜΕΡΙΚΗ ΔΕΙΚΝΥΕΙ ΔΙΑΡΚΩΣ ΑΥΞΟΝ ΕΝΔΙΑΦΕΡΟΝ [480,723,1120,754]
right-headline-1: Η Β.Ο.Α.C. ΕΠΑΝΑΛΑΜΒΑΝΕΙ ΤΗΝ ΓΡΑΜΜΗΝ ΚΑ·Ι·ΡΟΥ [1148,54,1556,97]
right-section-cuba [1148,309,1556,374]
dateline: ΗΝΩΜ. ΕΘΝΗ 9 (Ρ) [913,1132,991,1142]
story-text: Ἡ καταδίωξις ἐξακολουθεῖ ἐπὶ δεκαπέντε ἡμέρας μὲ βομβαρδισμοὺς καὶ γλυκὰ ὕδατα ἐνισχύοντα εἰς τὰ ἐπὶ τοῦ σκάφους ἔχοντα τοποθετηθῆ δέκα βάθη. «Ὁ ὑφυπουργὸς Ναυτικῶν ἀνεκοίνωσε ὅτι τὸ Ναυτικὸν ἐξακολουθεῖ τὴν ἐξερεύνησιν καὶ τὴν παρακολούθησιν τοῦ ὑποβρυχίου. [253,422,452,483]
story-text: «Ἡ κυβέρνησις ἀνεκοίνωσε ἐπίσης ὅτι ὁ Ἀρχιεπίσκοπος Μακάριος καὶ ὁ Δρ Κουτσοὺκ εἶχον χωριστὰς συναντήσεις σήμερον μὲ τοὺς ἀξιωματούχους τῆς βρεττανικῆς Κυβερνήσεως καὶ τοὺς στρατιωτικοὺς Συμβούλους. [966,761,1118,822]
